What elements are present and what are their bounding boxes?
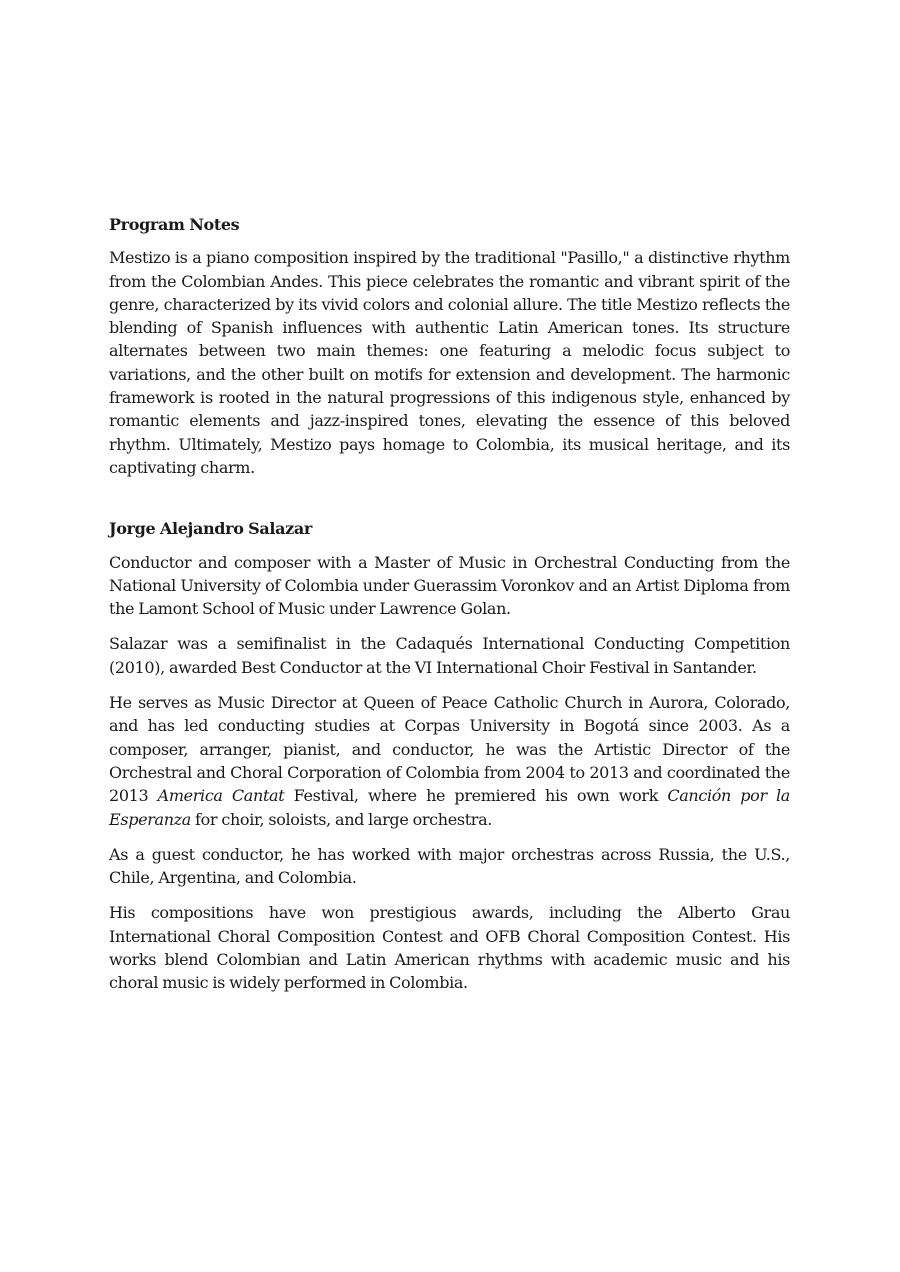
program-notes-paragraph: Mestizo is a piano composition inspired by the traditional "Pasillo," a distinctive rhythm from the Colombian Andes. This piece celebrates the romantic and vibrant spirit of the genre, characterized by its vivid colors and colonial allure. The title Mestizo reflects the blending of Spanish influences with authentic Latin American tones. Its structure alternates between two main themes: one featuring a melodic focus subject to variations, and the other built on motifs for extension and development. The harmonic framework is rooted in the natural progressions of this indigenous style, enhanced by romantic elements and jazz-inspired tones, elevating the essence of this beloved rhythm. Ultimately, Mestizo pays homage to Colombia, its musical heritage, and its captivating charm. xyxy=(109,248,790,477)
work-title: Canción por la Esperanza xyxy=(109,786,790,829)
biography-paragraph-compositions: His compositions have won prestigious awards, including the Alberto Grau International Choral Composition Contest and OFB Choral Composition Contest. His works blend Colombian and Latin American rhythms with academic music and his choral music is widely performed in Colombia. xyxy=(109,903,790,993)
career-text-part1: He serves as Music Director at Queen of Peace Catholic Church in Aurora, Colorado, and has led conducting studies at Corpas University in Bogotá since 2003. As a composer, arranger, pianist, and conductor, he was the Artistic Director of the Orchestral and Choral Corporation of Colombia from 2004 to 2013 and coordinated the 2013 xyxy=(109,693,790,806)
biography-section xyxy=(109,517,790,994)
career-text-part2: Festival, where he premiered his own work xyxy=(284,786,668,806)
program-notes-heading: Program Notes xyxy=(109,215,240,234)
biography-paragraph-guest-conductor: As a guest conductor, he has worked with major orchestras across Russia, the U.S., Chile, Argentina, and Colombia. xyxy=(109,844,790,888)
biography-paragraph-education: Conductor and composer with a Master of Music in Orchestral Conducting from the National University of Colombia under Guerassim Voronkov and an Artist Diploma from the Lamont School of Music under Lawrence Golan. xyxy=(109,552,790,619)
document-page xyxy=(109,213,790,1007)
festival-name: America Cantat xyxy=(157,786,285,806)
biography-paragraph-awards: Salazar was a semifinalist in the Cadaqués International Conducting Competition (2010), awarded Best Conductor at the VI International Choir Festival in Santander. xyxy=(109,634,790,677)
program-notes-section xyxy=(109,213,790,479)
biography-paragraph-career xyxy=(109,691,790,831)
biography-heading: Jorge Alejandro Salazar xyxy=(109,519,312,539)
career-text-part3: for choir, soloists, and large orchestra. xyxy=(190,809,493,829)
